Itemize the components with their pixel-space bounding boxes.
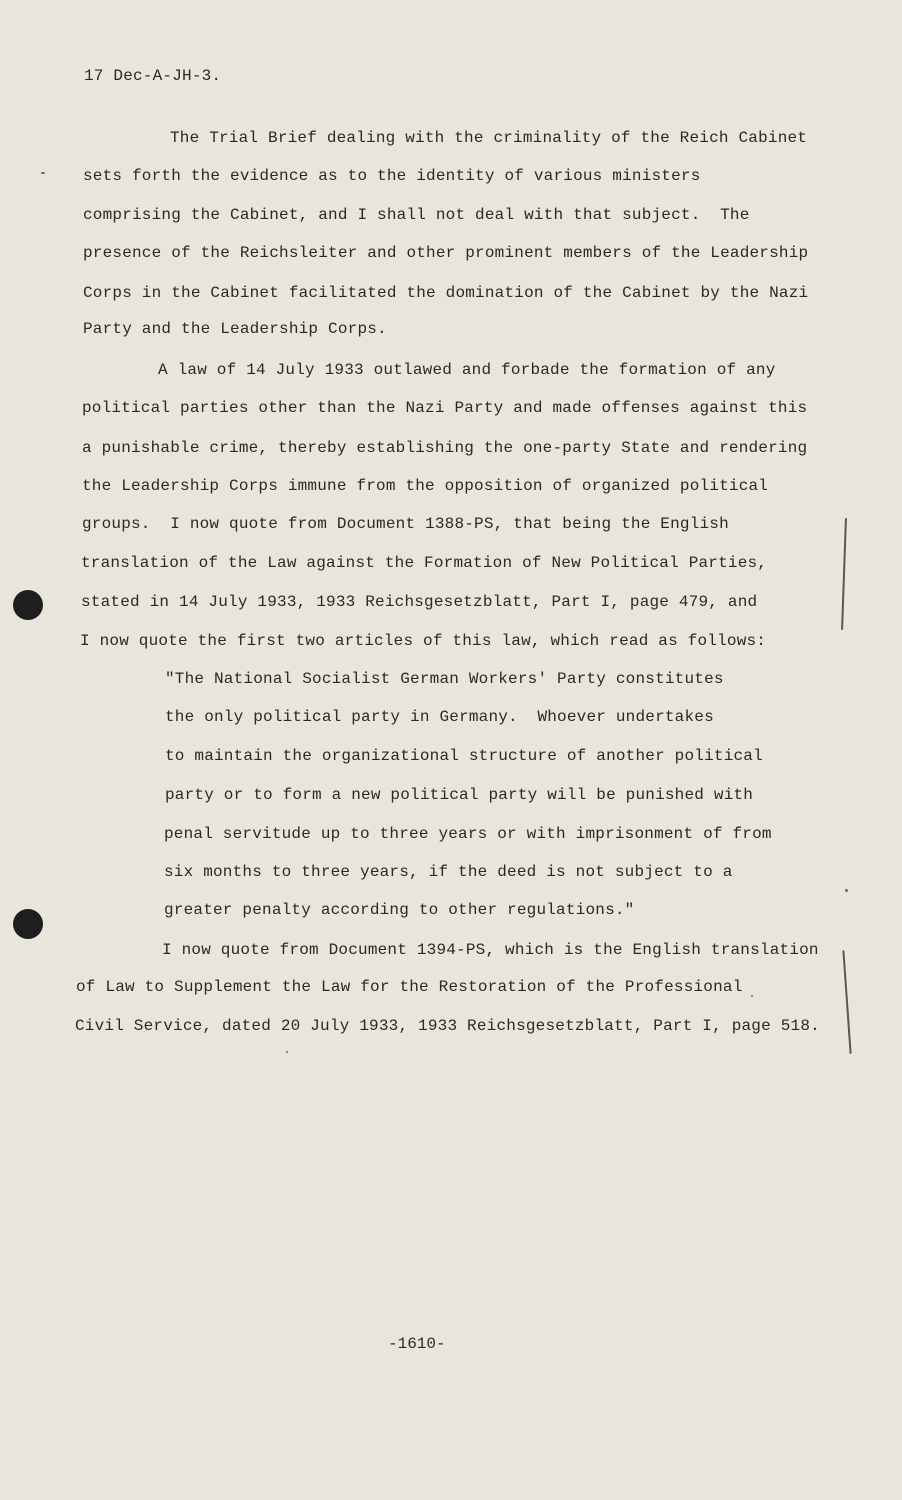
paper-speck bbox=[41, 172, 45, 174]
margin-pencil-mark-upper bbox=[841, 518, 847, 630]
document-reference-header: 17 Dec-A-JH-3. bbox=[84, 67, 222, 85]
quotation-line-7: greater penalty according to other regulations." bbox=[164, 901, 635, 919]
paragraph-2-line-1: A law of 14 July 1933 outlawed and forbade the formation of any bbox=[158, 361, 776, 379]
quotation-line-6: six months to three years, if the deed is not subject to a bbox=[164, 863, 733, 881]
paragraph-2-line-8: I now quote the first two articles of this law, which read as follows: bbox=[80, 632, 767, 650]
quotation-line-5: penal servitude up to three years or with imprisonment of from bbox=[164, 825, 772, 843]
paragraph-1-line-2: sets forth the evidence as to the identity of various ministers bbox=[83, 167, 701, 185]
paper-speck bbox=[286, 1051, 288, 1053]
paragraph-3-line-3: Civil Service, dated 20 July 1933, 1933 Reichsgesetzblatt, Part I, page 518. bbox=[75, 1017, 820, 1035]
punch-hole-bottom bbox=[13, 909, 43, 939]
paragraph-1-line-5: Corps in the Cabinet facilitated the domination of the Cabinet by the Nazi bbox=[83, 284, 809, 302]
quotation-line-1: "The National Socialist German Workers' Party constitutes bbox=[165, 670, 724, 688]
paper-speck bbox=[845, 889, 848, 892]
paragraph-2-line-3: a punishable crime, thereby establishing the one-party State and rendering bbox=[82, 439, 808, 457]
paragraph-1-line-1: The Trial Brief dealing with the criminality of the Reich Cabinet bbox=[170, 129, 808, 147]
quotation-line-2: the only political party in Germany. Whoever undertakes bbox=[165, 708, 714, 726]
paragraph-2-line-2: political parties other than the Nazi Party and made offenses against this bbox=[82, 399, 808, 417]
paragraph-2-line-7: stated in 14 July 1933, 1933 Reichsgesetzblatt, Part I, page 479, and bbox=[81, 593, 758, 611]
paragraph-1-line-6: Party and the Leadership Corps. bbox=[83, 320, 387, 338]
paragraph-2-line-4: the Leadership Corps immune from the opposition of organized political bbox=[82, 477, 769, 495]
punch-hole-top bbox=[13, 590, 43, 620]
paragraph-1-line-4: presence of the Reichsleiter and other prominent members of the Leadership bbox=[83, 244, 809, 262]
page-number: -1610- bbox=[388, 1335, 446, 1353]
paragraph-3-line-1: I now quote from Document 1394-PS, which is the English translation bbox=[162, 941, 819, 959]
paragraph-1-line-3: comprising the Cabinet, and I shall not deal with that subject. The bbox=[83, 206, 750, 224]
paper-speck bbox=[751, 995, 753, 997]
paragraph-2-line-6: translation of the Law against the Formation of New Political Parties, bbox=[81, 554, 768, 572]
paragraph-2-line-5: groups. I now quote from Document 1388-PS, that being the English bbox=[82, 515, 729, 533]
quotation-line-4: party or to form a new political party will be punished with bbox=[165, 786, 754, 804]
margin-pencil-mark-lower bbox=[842, 950, 851, 1054]
quotation-line-3: to maintain the organizational structure of another political bbox=[165, 747, 763, 765]
paragraph-3-line-2: of Law to Supplement the Law for the Restoration of the Professional bbox=[76, 978, 743, 996]
